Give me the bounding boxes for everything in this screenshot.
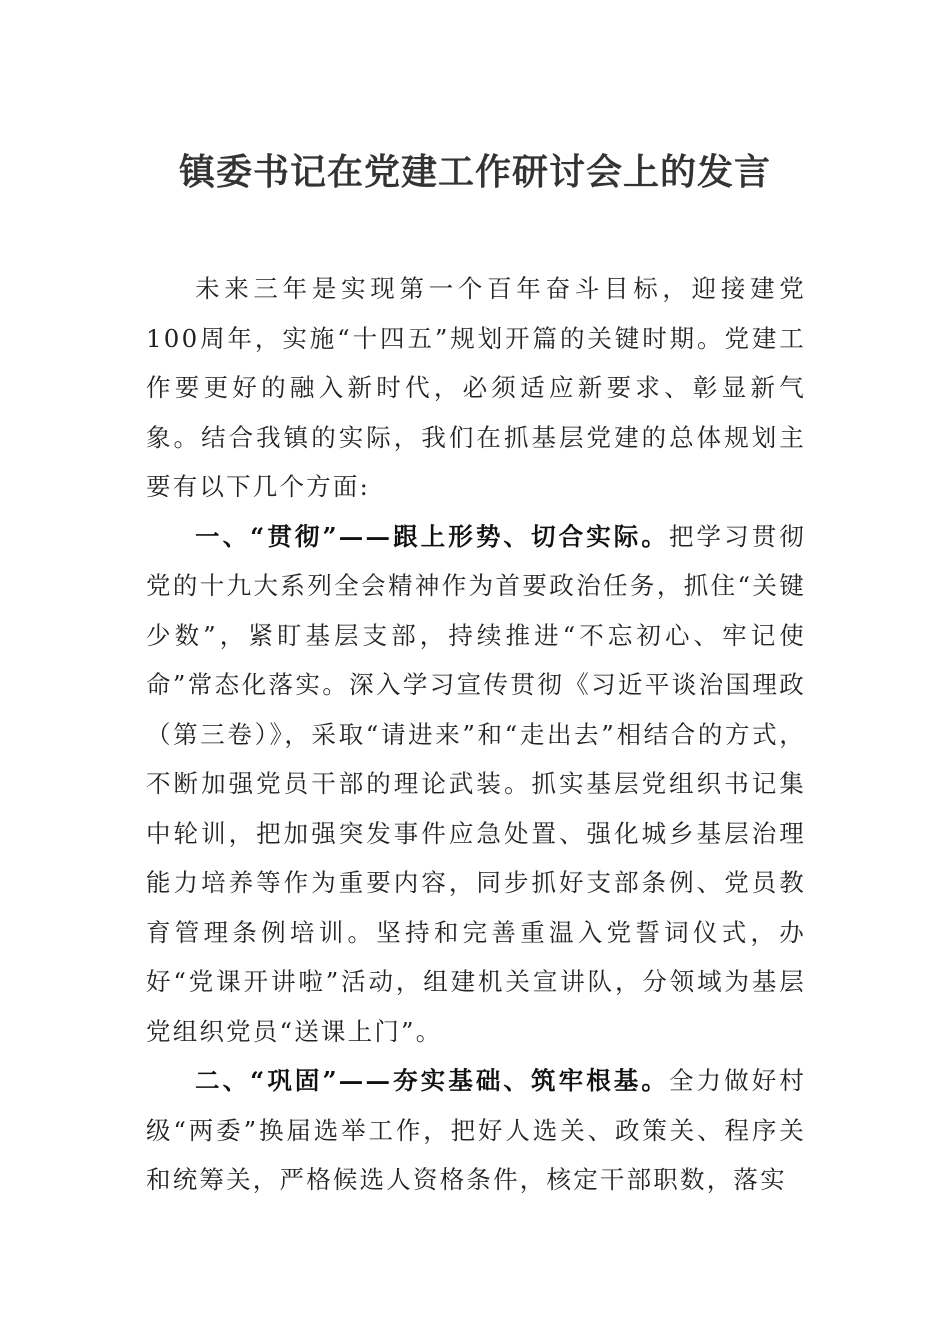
document-title: 镇委书记在党建工作研讨会上的发言 [178,151,771,193]
section-heading: 一、“贯彻”——跟上形势、切合实际。 [195,521,669,551]
paragraph-text: 全力做好村级“两委”换届选举工作，把好人选关、政策关、程序关和统筹关，严格候选人资格条件，核定干部职数，落实 [146,1066,806,1194]
section-heading: 二、“巩固”——夯实基础、筑牢根基。 [195,1066,669,1095]
paragraph-section-2 [146,1056,806,1205]
paragraph-intro [146,264,806,512]
paragraph-text: 把学习贯彻党的十九大系列全会精神作为首要政治任务，抓住“关键少数”，紧盯基层支部，持续推进“不忘初心、牢记使命”常态化落实。深入学习宣传贯彻《习近平谈治国理政（第三卷）》，采取“请进来”和“走出去”相结合的方式，不断加强党员干部的理论武装。抓实基层党组织书记集中轮训，把加强突发事件应急处置、强化城乡基层治理能力培养等作为重要内容，同步抓好支部条例、党员教育管理条例培训。坚持和完善重温入党誓词仪式，办好“党课开讲啦”活动，组建机关宣讲队，分领域为基层党组织党员“送课上门”。 [146,521,806,1046]
document-body [146,264,806,1205]
paragraph-text: 未来三年是实现第一个百年奋斗目标，迎接建党100周年，实施“十四五”规划开篇的关键时期。党建工作要更好的融入新时代，必须适应新要求、彰显新气象。结合我镇的实际，我们在抓基层党建的总体规划主要有以下几个方面: [146,274,806,501]
paragraph-section-1 [146,512,806,1057]
